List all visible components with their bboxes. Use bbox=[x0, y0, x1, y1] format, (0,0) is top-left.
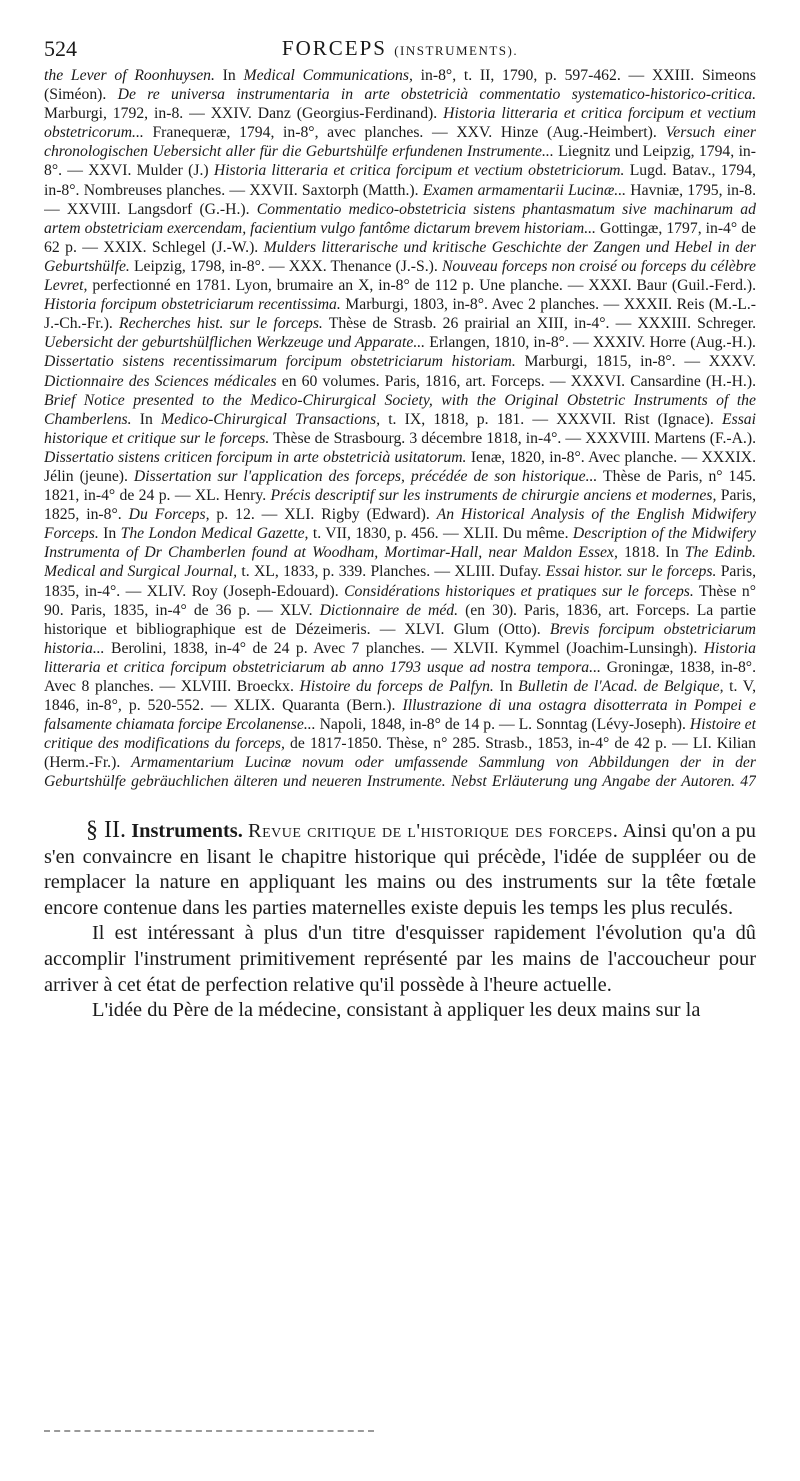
running-title-sub: (INSTRUMENTS). bbox=[394, 43, 519, 58]
bibliography-segment: Marburgi, 1803, in-8°. Avec 2 planches. — XXXII. Reis (M.-L.-J.-Ch.-Fr.). bbox=[44, 296, 756, 333]
bibliography-segment: Bulletin de l'Acad. de Belgique, bbox=[518, 678, 724, 695]
bibliography-segment: Gottingæ, 1797, in-4° de 62 p. — XXIX. Schlegel (J.-W.). bbox=[44, 219, 756, 256]
bibliography-segment: De re universa instrumentaria in arte obstetricià commentatio systematico-historico-critica. bbox=[117, 86, 756, 104]
bibliography-segment: Nouveau forceps non croisé ou forceps du célèbre Levret, bbox=[44, 257, 756, 295]
bibliography-segment: In bbox=[131, 410, 162, 428]
bibliography-segment: Considérations historiques et pratiques sur le forceps. bbox=[344, 582, 694, 600]
bibliography-segment: Franequeræ, 1794, in-8°, avec planches. — XXV. Hinze (Aug.-Heimbert). bbox=[143, 124, 666, 142]
bibliography-segment: Dissertatio sistens criticen forcipum in arte obstetricià usitatorum. bbox=[44, 448, 467, 466]
bibliography-segment: Historia litteraria et critica forcipum et vectium obstetricorum... bbox=[44, 105, 756, 142]
bibliography-segment: t. IX, 1818, p. 181. — XXXVII. Rist (Ignace). bbox=[380, 410, 722, 428]
bibliography-segment: t. VII, 1830, p. 456. — XLII. Du même. bbox=[308, 525, 573, 543]
bibliography-segment: Lugd. Batav., 1794, in-8°. Nombreuses planches. — XXVII. Saxtorph (Matth.). bbox=[44, 162, 756, 199]
bibliography-segment: Thèse n° 90. Paris, 1835, in-4° de 36 p. — XLV. bbox=[44, 582, 756, 619]
bibliography-segment: Dictionnaire de méd. bbox=[319, 601, 459, 619]
bibliography-segment: Leipzig, 1798, in-8°. — XXX. Thenance (J.-S.). bbox=[129, 257, 442, 275]
bibliography-segment: Brevis forcipum obstetriciarum historia... bbox=[44, 620, 756, 657]
bibliography-segment: the Lever of Roonhuysen. bbox=[44, 67, 215, 84]
bibliography-segment: Précis descriptif sur les instruments de chirurgie anciens et modernes, bbox=[270, 487, 717, 505]
bibliography-segment: Berolini, 1838, in-4° de 24 p. Avec 7 planches. — XLVII. Kymmel (Joachim-Lunsingh). bbox=[104, 639, 704, 657]
bibliography-segments bbox=[44, 67, 756, 794]
bibliography-segment: In bbox=[98, 525, 121, 543]
bibliography-segment: Description of the Midwifery Instrumenta of Dr Chamberlen found at Woodham, Mortimar-Hall, near Maldon Essex, bbox=[44, 525, 756, 562]
bibliography-text bbox=[44, 66, 756, 794]
bibliography-segment: Mulders litterarische und kritische Geschichte der Zangen und Hebel in der Geburtshülfe. bbox=[44, 238, 756, 275]
section-heading: Instruments. bbox=[131, 820, 243, 842]
bibliography-segment: Marburgi, 1815, in-8°. — XXXV. bbox=[515, 353, 756, 371]
bibliography-segment: Marburgi, 1792, in-8. — XXIV. Danz (Georgius-Ferdinand). bbox=[44, 105, 444, 123]
section-subheading: Revue critique de l'historique des forceps. bbox=[247, 820, 619, 842]
bibliography-segment: The Edinb. Medical and Surgical Journal, bbox=[44, 544, 756, 581]
section-paragraph-2: Il est intéressant à plus d'un titre d'esquisser rapidement l'évolution qu'a dû accomplir l'instrument primitivement représenté par les mains de l'accoucheur pour arriver à cet état de perfection relative qu'il possède à l'heure actuelle. bbox=[44, 922, 756, 996]
bibliography-segment: Groningæ, 1838, in-8°. Avec 8 planches. — XLVIII. Broeckx. bbox=[44, 658, 756, 695]
bibliography-segment bbox=[224, 793, 629, 794]
bibliography-segment: The London Medical Gazette, bbox=[120, 525, 309, 543]
bibliography-segment: Dictionnaire des Sciences médicales bbox=[44, 372, 277, 390]
bibliography-segment: Histoire et critique des modifications du forceps, bbox=[44, 716, 756, 753]
bibliography-segment: Historia forcipum obstetriciarum recentissima. bbox=[44, 296, 341, 314]
bibliography-segment: Armamentarium Lucinæ novum oder umfassende Sammlung von Abbildungen der in der Geburtshülfe gebräuchlichen älteren und neueren Instrumente. Nebst Erläuterung ung Angabe der Autoren. 47 bbox=[44, 754, 756, 791]
bibliography-segment: Ienæ, 1820, in-8°. Avec planche. — XXXIX. Jélin (jeune). bbox=[44, 448, 756, 485]
page-number: 524 bbox=[44, 36, 77, 61]
bibliography-segment: Dissertatio sistens recentissimarum forcipum obstetriciarum historiam. bbox=[44, 353, 516, 371]
bibliography-segment: Medico-Chirurgical Transactions, bbox=[161, 410, 380, 428]
bibliography-segment: Napoli, 1848, in-8° de 14 p. — L. Sonntag (Lévy-Joseph). bbox=[315, 716, 690, 734]
bibliography-segment: Erlangen, 1810, in-8°. — XXXIV. Horre (Aug.-H.). bbox=[425, 334, 756, 352]
section-mark: § II. bbox=[86, 818, 127, 843]
running-title bbox=[44, 36, 756, 61]
bibliography-segment: Brief Notice presented to the Medico-Chirurgical Society, with the Original Obstetric Instruments of the Chamberlens. bbox=[44, 391, 756, 428]
bibliography-segment: 1818. In bbox=[617, 544, 685, 562]
bibliography-segment: in-8°, t. II, 1790, p. 597-462. — XXIII. Simeons (Siméon). bbox=[44, 67, 756, 104]
bibliography-segment: Commentatio medico-obstetricia sistens phantasmatum sive machinarum ad artem obstetriciam exercendam, facientium vulgo fantôme dictarum brevem historiam... bbox=[44, 200, 756, 237]
footer-rule bbox=[44, 1430, 374, 1432]
bibliography-segment: en 60 volumes. Paris, 1816, art. Forceps. — XXXVI. Cansardine (H.-H.). bbox=[276, 372, 756, 390]
bibliography-segment: Thèse de Strasbourg. 3 décembre 1818, in-4°. — XXXVIII. Martens (F.-A.). bbox=[269, 429, 756, 447]
bibliography-segment: Versuch einer chronologischen Uebersicht aller für die Geburtshülfe erfundenen Instrumente... bbox=[44, 124, 756, 161]
bibliography-segment: In bbox=[214, 67, 244, 84]
bibliography-segment: In bbox=[493, 678, 519, 695]
bibliography-segment: Uebersicht der geburtshülflichen Werkzeuge und Apparate... bbox=[44, 334, 426, 352]
bibliography-segment: perfectionné en 1781. Lyon, brumaire an X, in-8° de 112 p. Une planche. — XXXI. Baur (Guil.-Ferd.). bbox=[87, 277, 756, 295]
bibliography-segment: Essai histor. sur le forceps. bbox=[545, 563, 717, 581]
bibliography-segment: Paris, 1825, in-8°. bbox=[44, 487, 756, 524]
running-title-main: FORCEPS bbox=[281, 36, 387, 60]
bibliography-segment: t. XL, 1833, p. 339. Planches. — XLIII. Dufay. bbox=[237, 563, 546, 581]
bibliography-segment: Histoire du forceps de Palfyn. bbox=[299, 678, 494, 695]
bibliography-segment: Thèse de Strasb. 26 prairial an XIII, in-4°. — XXXIII. Schreger. bbox=[322, 315, 756, 333]
bibliography-segment: Historia litteraria et critica forcipum et vectium obstetriciorum. bbox=[213, 162, 625, 180]
bibliography-segment: Liegnitz und Leipzig, 1794, in-8°. — XXVI. Mulder (J.) bbox=[44, 143, 756, 180]
bibliography-segment: Havniæ, 1795, in-8. — XXVIII. Langsdorf (G.-H.). bbox=[44, 181, 756, 218]
bibliography-segment: Illustrazione di una ostagra disotterrata in Pompei e falsamente chiamata forcipe Ercolanense... bbox=[44, 697, 756, 734]
bibliography-segment: Recherches hist. sur le forceps. bbox=[119, 315, 323, 333]
section-paragraph-3: L'idée du Père de la médecine, consistant à appliquer les deux mains sur la bbox=[92, 999, 701, 1022]
bibliography-segment: Historia litteraria et critica forcipum obstetriciarum ab anno 1793 usque ad nostra tempora... bbox=[44, 639, 756, 676]
bibliography-segment: Medical Communications, bbox=[243, 67, 413, 84]
bibliography-segment: t. V, 1846, in-8°, p. 520-552. — XLIX. Quaranta (Bern.). bbox=[44, 678, 756, 715]
bibliography-segment: Thèse de Paris, n° 145. 1821, in-4° de 24 p. — XL. Henry. bbox=[44, 467, 756, 505]
section-paragraph-1-text: Ainsi qu'on a pu s'en convaincre en lisant le chapitre historique qui précède, l'idée de suppléer ou de remplacer la nature en appliquant les mains ou des instruments sur la tête fœtale encore contenue dans les parties maternelles existe depuis les temps les plus reculés. bbox=[44, 820, 756, 919]
bibliography-segment: An Historical Analysis of the English Midwifery Forceps. bbox=[44, 506, 756, 543]
bibliography-segment: (en 30). Paris, 1836, art. Forceps. La partie historique et bibliographique est de Dézeimeris. — XLVI. Glum (Otto). bbox=[44, 601, 756, 638]
bibliography-block bbox=[44, 66, 756, 794]
bibliography-segment: Dissertation sur l'application des forceps, précédée de son historique... bbox=[133, 467, 598, 485]
section-instruments bbox=[44, 818, 756, 1258]
page-header bbox=[44, 36, 756, 66]
bibliography-segment: de 1817-1850. Thèse, n° 285. Strasb., 1853, in-4° de 42 p. — LI. Kilian (Herm.-Fr.). bbox=[44, 735, 756, 772]
bibliography-segment: Essai historique et critique sur le forceps. bbox=[44, 410, 756, 447]
section-paragraph-1 bbox=[44, 818, 756, 921]
bibliography-segment: Paris, 1835, in-4°. — XLIV. Roy (Joseph-Edouard). bbox=[44, 563, 756, 600]
bibliography-segment: p. 12. — XLI. Rigby (Edward). bbox=[209, 506, 437, 524]
bibliography-segment: Examen armamentarii Lucinæ... bbox=[422, 181, 627, 199]
bibliography-segment: Du Forceps, bbox=[128, 506, 210, 524]
